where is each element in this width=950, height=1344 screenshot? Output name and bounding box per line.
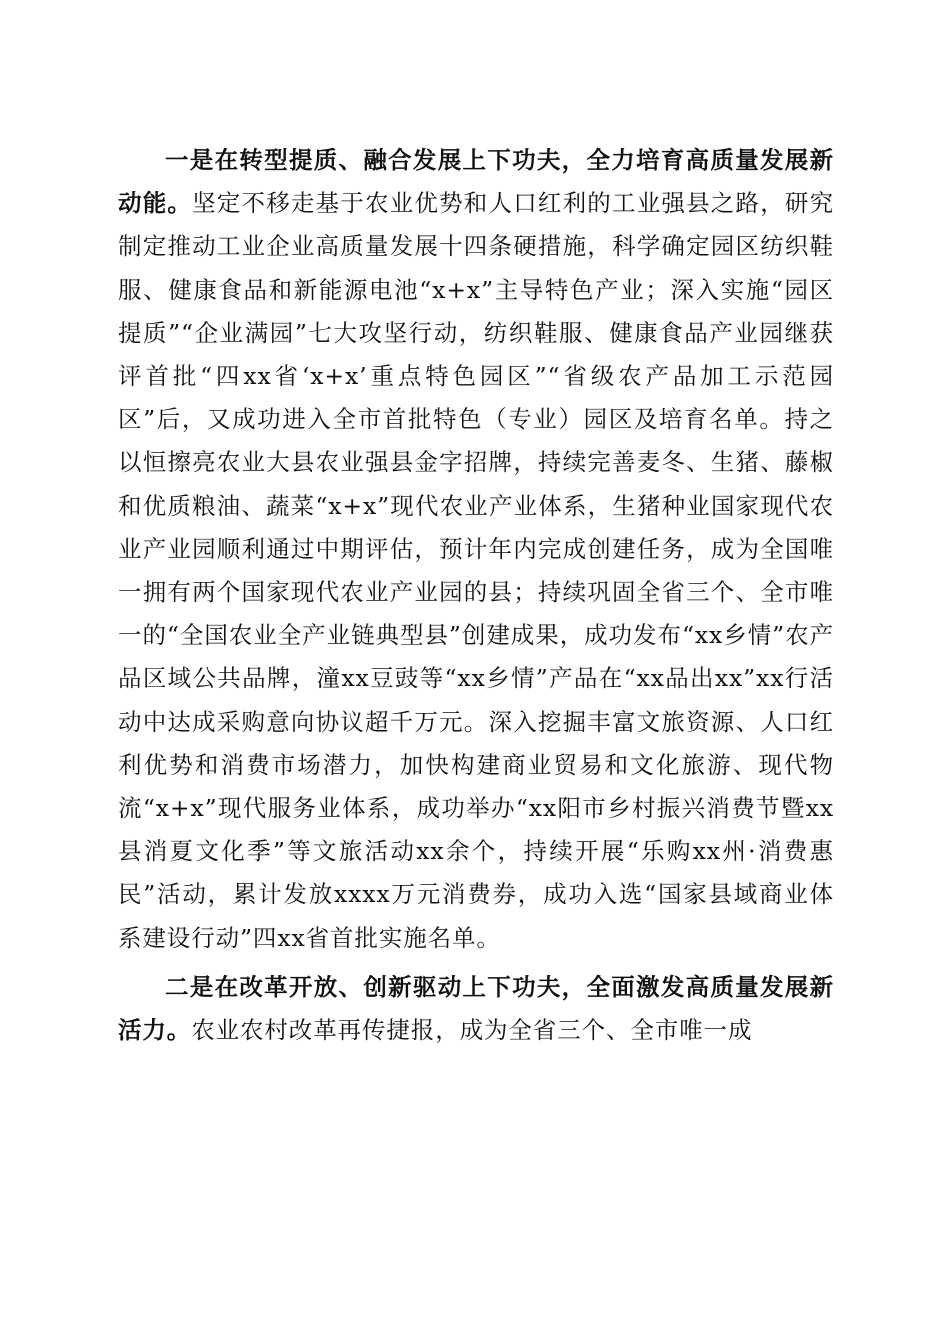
paragraph-1-lead: 一是在转型提质、融合发展上下功夫，全力培育高质量发展新动能。 — [118, 146, 834, 218]
paragraph-1 — [118, 139, 834, 960]
document-body — [118, 139, 834, 1058]
paragraph-1-body: 坚定不移走基于农业优势和人口红利的工业强县之路，研究制定推动工业企业高质量发展十四条硬措施，科学确定园区纺织鞋服、健康食品和新能源电池“x+x”主导特色产业；深入实施“园区提质”“企业满园”七大攻坚行动，纺织鞋服、健康食品产业园继获评首批“四xx省‘x+x’重点特色园区”“省级农产品加工示范园区”后，又成功进入全市首批特色（专业）园区及培育名单。持之以恒擦亮农业大县农业强县金字招牌，持续完善麦冬、生猪、藤椒和优质粮油、蔬菜“x+x”现代农业产业体系，生猪种业国家现代农业产业园顺利通过中期评估，预计年内完成创建任务，成为全国唯一拥有两个国家现代农业产业园的县；持续巩固全省三个、全市唯一的“全国农业全产业链典型县”创建成果，成功发布“xx乡情”农产品区域公共品牌，潼xx豆豉等“xx乡情”产品在“xx品出xx”xx行活动中达成采购意向协议超千万元。深入挖掘丰富文旅资源、人口红利优势和消费市场潜力，加快构建商业贸易和文化旅游、现代物流“x+x”现代服务业体系，成功举办“xx阳市乡村振兴消费节暨xx县消夏文化季”等文旅活动xx余个，持续开展“乐购xx州·消费惠民”活动，累计发放xxxx万元消费券，成功入选“国家县域商业体系建设行动”四xx省首批实施名单。 — [118, 189, 835, 952]
paragraph-2-body: 农业农村改革再传捷报，成为全省三个、全市唯一成 — [191, 1016, 753, 1045]
paragraph-2 — [118, 966, 834, 1052]
paragraph-2-lead: 二是在改革开放、创新驱动上下功夫，全面激发高质量发展新活力。 — [118, 972, 834, 1045]
